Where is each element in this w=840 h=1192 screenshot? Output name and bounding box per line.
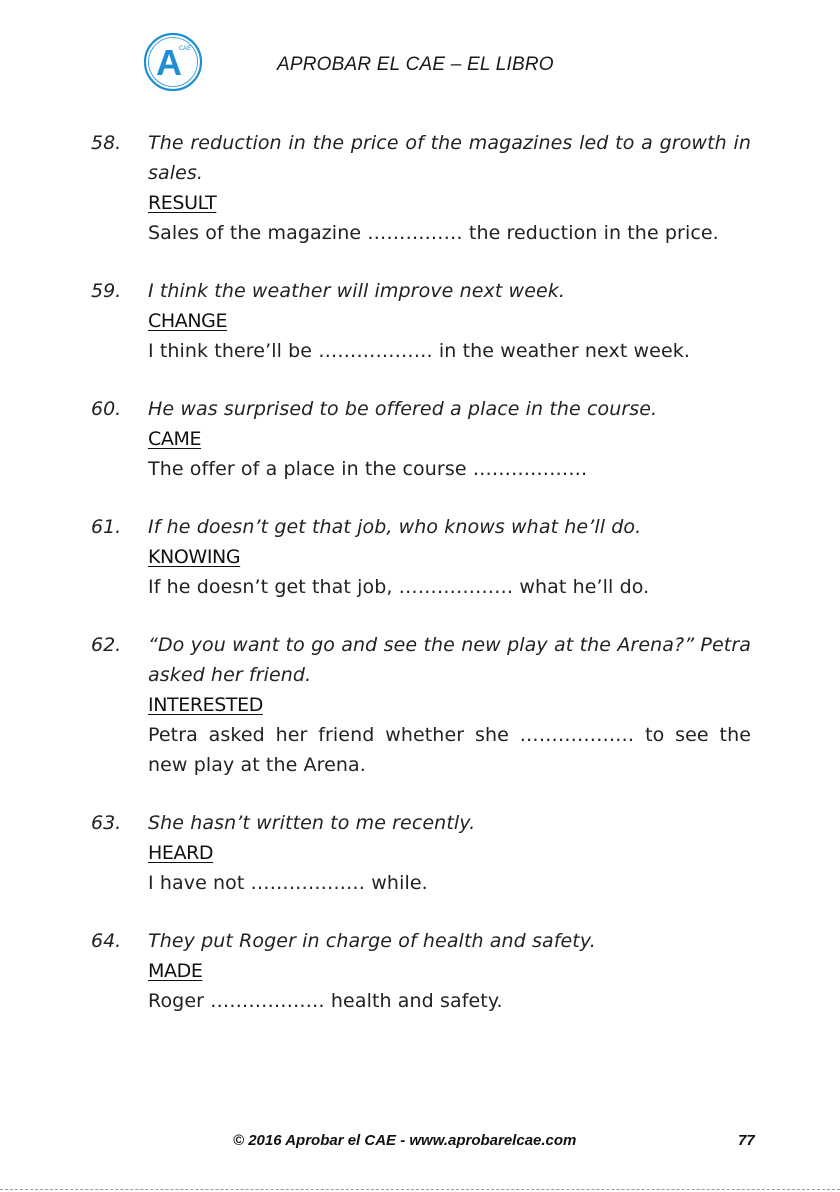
question-prompt: If he doesn’t get that job, who knows what he’ll do. bbox=[148, 516, 642, 538]
question-keyword: MADE bbox=[148, 960, 203, 982]
question-prompt: The reduction in the price of the magazines led to a growth in sales. bbox=[148, 132, 751, 184]
logo-small-text: CAE bbox=[178, 46, 192, 52]
question-item bbox=[91, 926, 751, 1016]
page-header bbox=[0, 0, 840, 110]
question-prompt: I think the weather will improve next week. bbox=[148, 280, 566, 302]
page-footer bbox=[0, 1132, 840, 1156]
question-keyword: CHANGE bbox=[148, 310, 228, 332]
question-item bbox=[91, 808, 751, 898]
question-keyword: RESULT bbox=[148, 192, 217, 214]
question-keyword: INTERESTED bbox=[148, 694, 263, 716]
question-item bbox=[91, 394, 751, 484]
question-prompt: He was surprised to be offered a place in the course. bbox=[148, 398, 658, 420]
page-number: 77 bbox=[738, 1132, 755, 1149]
header-title: APROBAR EL CAE – EL LIBRO bbox=[277, 54, 554, 75]
question-number: 64. bbox=[91, 930, 122, 952]
question-answer: Sales of the magazine …………… the reduction in the price. bbox=[148, 222, 719, 244]
aprobar-cae-logo bbox=[140, 32, 206, 92]
question-prompt: “Do you want to go and see the new play at the Arena?” Petra asked her friend. bbox=[148, 634, 751, 686]
logo-letter: A bbox=[156, 42, 182, 83]
question-number: 61. bbox=[91, 516, 122, 538]
question-number: 63. bbox=[91, 812, 122, 834]
question-number: 60. bbox=[91, 398, 122, 420]
question-item bbox=[91, 276, 751, 366]
question-number: 58. bbox=[91, 132, 122, 154]
question-number: 59. bbox=[91, 280, 122, 302]
question-answer: I have not ……………… while. bbox=[148, 872, 428, 894]
question-answer: If he doesn’t get that job, ……………… what he’ll do. bbox=[148, 576, 650, 598]
question-keyword: KNOWING bbox=[148, 546, 241, 568]
question-number: 62. bbox=[91, 634, 122, 656]
question-prompt: They put Roger in charge of health and safety. bbox=[148, 930, 596, 952]
question-prompt: She hasn’t written to me recently. bbox=[148, 812, 476, 834]
question-answer: Petra asked her friend whether she ……………… to see the new play at the Arena. bbox=[148, 724, 751, 776]
footer-copyright: © 2016 Aprobar el CAE - www.aprobarelcae.com bbox=[233, 1132, 577, 1149]
question-list bbox=[91, 128, 751, 1044]
question-answer: I think there’ll be ……………… in the weather next week. bbox=[148, 340, 691, 362]
question-answer: Roger ……………… health and safety. bbox=[148, 990, 503, 1012]
question-keyword: HEARD bbox=[148, 842, 214, 864]
question-keyword: CAME bbox=[148, 428, 202, 450]
question-item bbox=[91, 630, 751, 780]
question-answer: The offer of a place in the course ……………… bbox=[148, 458, 588, 480]
question-item bbox=[91, 128, 751, 248]
page-edge-divider bbox=[0, 1189, 840, 1190]
question-item bbox=[91, 512, 751, 602]
